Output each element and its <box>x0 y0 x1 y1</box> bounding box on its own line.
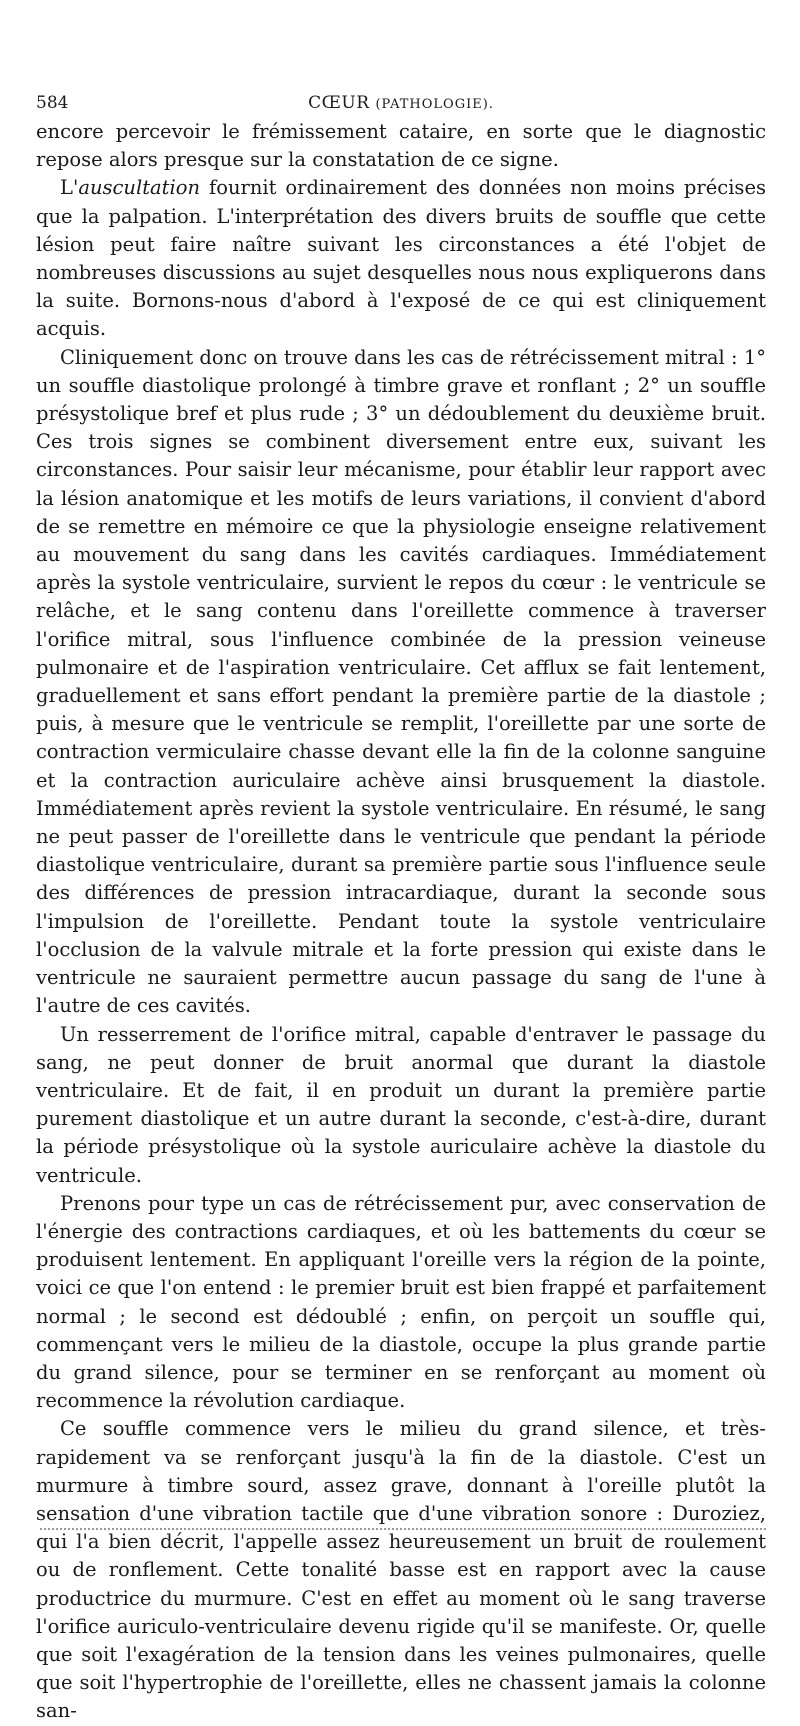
running-title-sub: (PATHOLOGIE). <box>375 97 494 112</box>
paragraph: Un resserrement de l'orifice mitral, capable d'entraver le passage du sang, ne peut donner de bruit anormal que durant la diastole ventriculaire. Et de fait, il en produit un durant la première partie purement diastolique et un autre durant la seconde, c'est-à-dire, durant la période présystolique où la systole auriculaire achève la diastole du ventricule. <box>36 1022 766 1187</box>
footer-dotted-rule <box>40 1528 766 1530</box>
paragraph: Ce souffle commence vers le milieu du grand silence, et très-rapidement va se renforçant jusqu'à la fin de la diastole. C'est un murmure à timbre sourd, assez grave, donnant à l'oreille plutôt la sensation d'une vibration tactile que d'une vibration sonore : Duroziez, qui l'a bien décrit, l'appelle assez heureusement un bruit de roulement ou de ronflement. Cette tonalité basse est en rapport avec la cause productrice du murmure. C'est en effet au moment où le sang traverse l'orifice auriculo-ventriculaire devenu rigide qu'il se manifeste. Or, quelle que soit l'exagération de la tension dans les veines pulmonaires, quelle que soit l'hypertrophie de l'oreillette, elles ne chassent jamais la colonne san- <box>36 1417 766 1723</box>
running-title <box>36 88 766 120</box>
emphasis-auscultation: auscultation <box>78 176 201 200</box>
running-title-main: CŒUR <box>308 93 370 113</box>
page-number: 584 <box>36 93 69 113</box>
paragraph: L'auscultation fournit ordinairement des données non moins précises que la palpation. L'interprétation des divers bruits de souffle que cette lésion peut faire naître suivant les circonstances a été l'objet de nombreuses discussions au sujet desquelles nous nous expliquerons dans la suite. Bornons-nous d'abord à l'exposé de ce qui est cliniquement acquis. <box>36 176 766 341</box>
running-head <box>36 88 766 118</box>
paragraph: encore percevoir le frémissement cataire, en sorte que le diagnostic repose alors presque sur la constatation de ce signe. <box>36 120 766 172</box>
body-text <box>36 118 766 1726</box>
paragraph: Prenons pour type un cas de rétrécissement pur, avec conservation de l'énergie des contractions cardiaques, et où les battements du cœur se produisent lentement. En appliquant l'oreille vers la région de la pointe, voici ce que l'on entend : le premier bruit est bien frappé et parfaitement normal ; le second est dédoublé ; enfin, on perçoit un souffle qui, commençant vers le milieu de la diastole, occupe la plus grande partie du grand silence, pour se terminer en se renforçant au moment où recommence la révolution cardiaque. <box>36 1191 766 1413</box>
book-page <box>36 88 766 1726</box>
paragraph: Cliniquement donc on trouve dans les cas de rétrécissement mitral : 1° un souffle diastolique prolongé à timbre grave et ronflant ; 2° un souffle présystolique bref et plus rude ; 3° un dédoublement du deuxième bruit. Ces trois signes se combinent diversement entre eux, suivant les circonstances. Pour saisir leur mécanisme, pour établir leur rapport avec la lésion anatomique et les motifs de leurs variations, il convient d'abord de se remettre en mémoire ce que la physiologie enseigne relativement au mouvement du sang dans les cavités cardiaques. Immédiatement après la systole ventriculaire, survient le repos du cœur : le ventricule se relâche, et le sang contenu dans l'oreillette commence à traverser l'orifice mitral, sous l'influence combinée de la pression veineuse pulmonaire et de l'aspiration ventriculaire. Cet afflux se fait lentement, graduellement et sans effort pendant la première partie de la diastole ; puis, à mesure que le ventricule se remplit, l'oreillette par une sorte de contraction vermiculaire chasse devant elle la fin de la colonne sanguine et la contraction auriculaire achève ainsi brusquement la diastole. Immédiatement après revient la systole ventriculaire. En résumé, le sang ne peut passer de l'oreillette dans le ventricule que pendant la période diastolique ventriculaire, durant sa première partie sous l'influence seule des différences de pression intracardiaque, durant la seconde sous l'impulsion de l'oreillette. Pendant toute la systole ventriculaire l'occlusion de la valvule mitrale et la forte pression qui existe dans le ventricule ne sauraient permettre aucun passage du sang de l'une à l'autre de ces cavités. <box>36 345 766 1018</box>
